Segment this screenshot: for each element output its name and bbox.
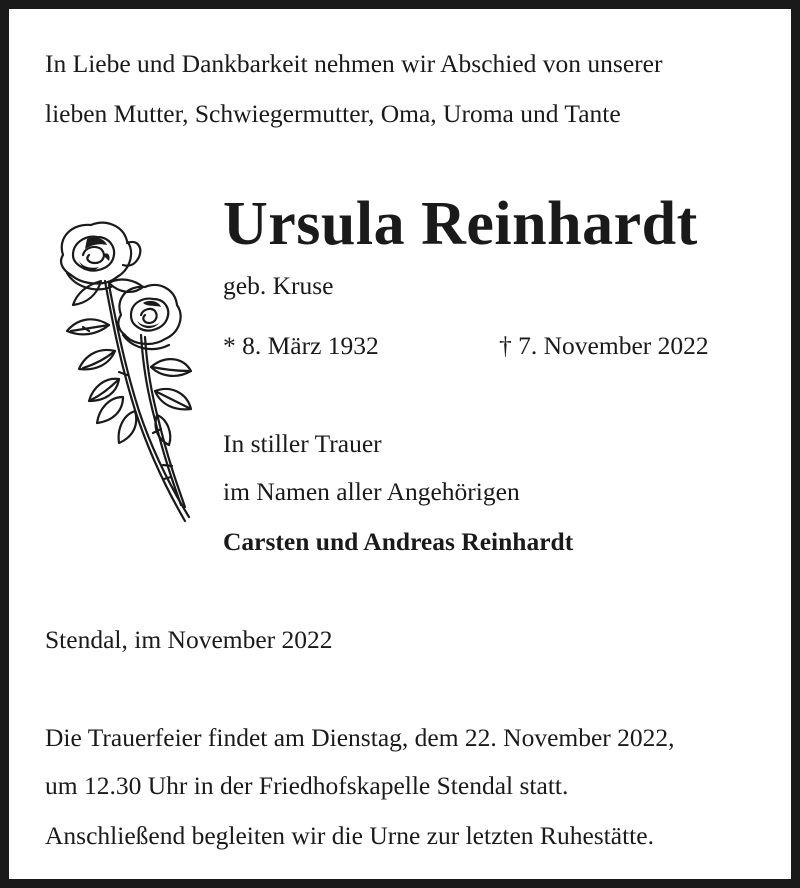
service-line-1: Die Trauerfeier findet am Dienstag, dem 22. November 2022, xyxy=(45,723,675,752)
service-line-3: Anschließend begleiten wir die Urne zur letzten Ruhestätte. xyxy=(45,821,654,850)
birth-date: * 8. März 1932 xyxy=(223,331,379,360)
deceased-name: Ursula Reinhardt xyxy=(223,190,698,258)
maiden-name: geb. Kruse xyxy=(223,271,334,300)
rose-icon xyxy=(43,215,203,529)
service-line-2: um 12.30 Uhr in der Friedhofskapelle Stendal statt. xyxy=(45,771,569,800)
intro-line-2: lieben Mutter, Schwiegermutter, Oma, Uroma und Tante xyxy=(45,99,621,128)
place-date: Stendal, im November 2022 xyxy=(45,625,333,654)
mourning-line-2: im Namen aller Angehörigen xyxy=(223,477,520,506)
death-date: † 7. November 2022 xyxy=(499,331,709,360)
intro-line-1: In Liebe und Dankbarkeit nehmen wir Abschied von unserer xyxy=(45,49,663,78)
mourner-names: Carsten und Andreas Reinhardt xyxy=(223,527,574,556)
mourning-line-1: In stiller Trauer xyxy=(223,429,382,458)
